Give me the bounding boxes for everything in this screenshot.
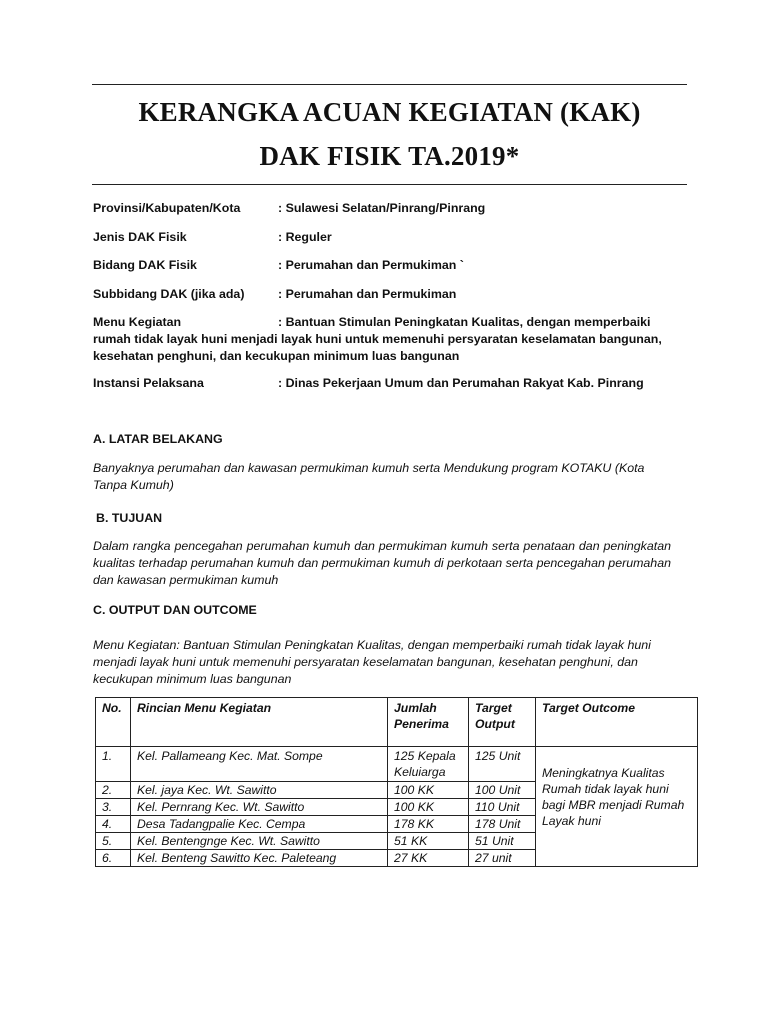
section-c-heading: C. OUTPUT DAN OUTCOME — [93, 603, 257, 617]
meta-value: : Reguler — [278, 230, 332, 244]
header-no: No. — [96, 698, 131, 747]
cell-jumlah: 51 KK — [388, 833, 469, 850]
cell-rincian: Desa Tadangpalie Kec. Cempa — [131, 816, 388, 833]
header-jumlah: Jumlah Penerima — [388, 698, 469, 747]
cell-jumlah: 27 KK — [388, 850, 469, 867]
cell-output: 100 Unit — [469, 782, 536, 799]
cell-rincian: Kel. Pallameang Kec. Mat. Sompe — [131, 747, 388, 782]
bottom-rule — [92, 184, 687, 185]
cell-output: 27 unit — [469, 850, 536, 867]
section-a-heading: A. LATAR BELAKANG — [93, 432, 223, 446]
cell-jumlah: 178 KK — [388, 816, 469, 833]
meta-menu-kegiatan — [93, 314, 693, 365]
meta-label: Jenis DAK Fisik — [93, 230, 187, 244]
cell-no: 6. — [96, 850, 131, 867]
cell-output: 125 Unit — [469, 747, 536, 782]
cell-jumlah: 125 Kepala Keluiarga — [388, 747, 469, 782]
document-title-line2: DAK FISIK TA.2019* — [259, 141, 520, 171]
meta-value: : Bantuan Stimulan Peningkatan Kualitas, dengan memperbaiki — [278, 315, 651, 329]
meta-value: : Perumahan dan Permukiman ` — [278, 258, 464, 272]
meta-label: Bidang DAK Fisik — [93, 258, 197, 272]
document-title-line1: KERANGKA ACUAN KEGIATAN (KAK) — [138, 97, 641, 127]
meta-label: Instansi Pelaksana — [93, 376, 204, 390]
header-target-output: Target Output — [469, 698, 536, 747]
meta-label: Provinsi/Kabupaten/Kota — [93, 201, 241, 215]
cell-jumlah: 100 KK — [388, 782, 469, 799]
top-rule — [92, 84, 687, 85]
cell-jumlah: 100 KK — [388, 799, 469, 816]
cell-rincian: Kel. Bentengnge Kec. Wt. Sawitto — [131, 833, 388, 850]
cell-rincian: Kel. Pernrang Kec. Wt. Sawitto — [131, 799, 388, 816]
section-a-text: Banyaknya perumahan dan kawasan permukiman kumuh serta Mendukung program KOTAKU (Kota Tanpa Kumuh) — [93, 461, 645, 492]
cell-output: 51 Unit — [469, 833, 536, 850]
table-header-row — [96, 698, 698, 747]
meta-label: Menu Kegiatan — [93, 315, 182, 329]
meta-value: : Perumahan dan Permukiman — [278, 287, 457, 301]
section-c-text: Menu Kegiatan: Bantuan Stimulan Peningkatan Kualitas, dengan memperbaiki rumah tidak layak huni menjadi layak huni untuk memenuhi persyaratan keselamatan bangunan, kesehatan penghuni, dan kecukupan minimum luas bangunan — [93, 638, 651, 686]
section-b-text: Dalam rangka pencegahan perumahan kumuh dan permukiman kumuh serta penataan dan peningkatan kualitas terhadap perumahan kumuh dan permukiman kumuh di perkotaan serta pencegahan perumahan dan kawasan permukiman kumuh — [93, 539, 671, 587]
cell-no: 3. — [96, 799, 131, 816]
table-row — [96, 747, 698, 782]
header-rincian: Rincian Menu Kegiatan — [131, 698, 388, 747]
cell-no: 4. — [96, 816, 131, 833]
cell-no: 2. — [96, 782, 131, 799]
meta-value: : Dinas Pekerjaan Umum dan Perumahan Rakyat Kab. Pinrang — [278, 376, 644, 390]
cell-outcome: Meningkatnya Kualitas Rumah tidak layak huni bagi MBR menjadi Rumah Layak huni — [536, 747, 698, 867]
cell-rincian: Kel. Benteng Sawitto Kec. Paleteang — [131, 850, 388, 867]
cell-output: 110 Unit — [469, 799, 536, 816]
cell-no: 1. — [96, 747, 131, 782]
meta-value-continuation: rumah tidak layak huni menjadi layak huni untuk memenuhi persyaratan keselamatan bangunan, kesehatan penghuni, dan kecukupan minimum luas bangunan — [93, 332, 662, 363]
section-b-heading: B. TUJUAN — [96, 511, 163, 525]
cell-rincian: Kel. jaya Kec. Wt. Sawitto — [131, 782, 388, 799]
header-target-outcome: Target Outcome — [536, 698, 698, 747]
cell-no: 5. — [96, 833, 131, 850]
output-outcome-table — [95, 697, 698, 867]
cell-output: 178 Unit — [469, 816, 536, 833]
meta-value: : Sulawesi Selatan/Pinrang/Pinrang — [278, 201, 486, 215]
meta-label: Subbidang DAK (jika ada) — [93, 287, 245, 301]
